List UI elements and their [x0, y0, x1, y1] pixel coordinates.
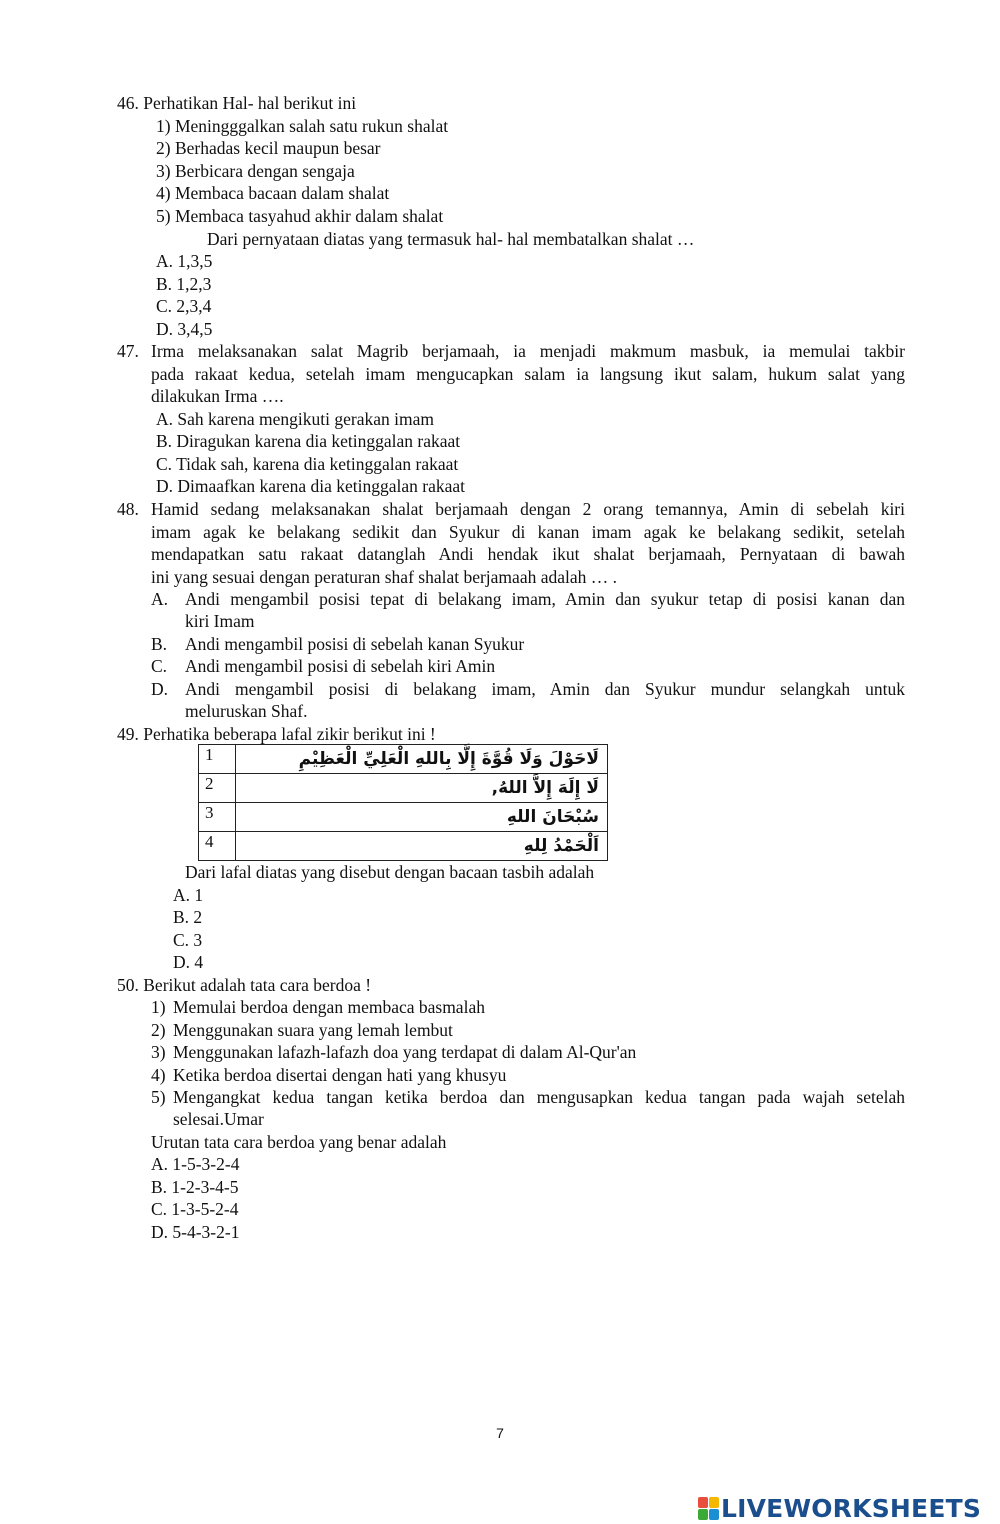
- table-row: [199, 774, 608, 803]
- q50-option-c[interactable]: C. 1-3-5-2-4: [151, 1199, 239, 1219]
- q50-item-2-number: 2): [151, 1020, 166, 1040]
- q46-stem: 46. Perhatikan Hal- hal berikut ini: [117, 93, 357, 113]
- q50-item-5-number: 5): [151, 1087, 166, 1107]
- q46-option-d[interactable]: D. 3,4,5: [156, 319, 213, 339]
- q50-option-b[interactable]: B. 1-2-3-4-5: [151, 1177, 239, 1197]
- q50-prompt: Urutan tata cara berdoa yang benar adalah: [151, 1132, 447, 1152]
- zikir-number: 1: [199, 745, 236, 774]
- q48-line-2: imam agak ke belakang sedikit dan Syukur di kanan imam agak ke belakang sedikit, setelah: [151, 522, 905, 542]
- q49-prompt: Dari lafal diatas yang disebut dengan bacaan tasbih adalah: [185, 862, 595, 882]
- zikir-number: 3: [199, 803, 236, 832]
- q47-option-a[interactable]: A. Sah karena mengikuti gerakan imam: [156, 409, 434, 429]
- q50-item-2-text: Menggunakan suara yang lemah lembut: [173, 1020, 453, 1040]
- q49-option-b[interactable]: B. 2: [173, 907, 203, 927]
- q46-option-c[interactable]: C. 2,3,4: [156, 296, 212, 316]
- q47-line-1: Irma melaksanakan salat Magrib berjamaah, ia menjadi makmum masbuk, ia memulai takbir: [151, 341, 905, 361]
- q50-item-4-text: Ketika berdoa disertai dengan hati yang khusyu: [173, 1065, 507, 1085]
- q47-line-3: dilakukan Irma ….: [151, 386, 284, 406]
- page-number: 7: [496, 1425, 504, 1441]
- live-logo-icon: [698, 1497, 718, 1519]
- q49-option-d[interactable]: D. 4: [173, 952, 204, 972]
- q46-item-2: 2) Berhadas kecil maupun besar: [156, 138, 381, 158]
- q46-item-5: 5) Membaca tasyahud akhir dalam shalat: [156, 206, 444, 226]
- q50-item-1-number: 1): [151, 997, 166, 1017]
- q50-option-d[interactable]: D. 5-4-3-2-1: [151, 1222, 240, 1242]
- q48-option-d-line-2[interactable]: meluruskan Shaf.: [185, 701, 308, 721]
- table-row: [199, 803, 608, 832]
- q49-option-c[interactable]: C. 3: [173, 930, 203, 950]
- q48-option-d-letter[interactable]: D.: [151, 679, 169, 699]
- q50-item-1-text: Memulai berdoa dengan membaca basmalah: [173, 997, 485, 1017]
- q48-line-1: Hamid sedang melaksanakan shalat berjamaah dengan 2 orang temannya, Amin di sebelah kiri: [151, 499, 905, 519]
- q47-number: 47.: [117, 341, 139, 361]
- q50-item-4-number: 4): [151, 1065, 166, 1085]
- zikir-arabic: لَاحَوْلَ وَلَا قُوَّةَ إِلَّا بِاللهِ الْعَلِيِّ الْعَظِيْمِ: [236, 745, 608, 774]
- q48-option-a-line-2[interactable]: kiri Imam: [185, 611, 255, 631]
- q50-item-3-text: Menggunakan lafazh-lafazh doa yang terdapat di dalam Al-Qur'an: [173, 1042, 637, 1062]
- q48-line-3: mendapatkan satu rakaat datanglah Andi hendak ikut shalat berjamaah, Pernyataan di bawah: [151, 544, 905, 564]
- q46-option-a[interactable]: A. 1,3,5: [156, 251, 213, 271]
- zikir-number: 4: [199, 832, 236, 861]
- q49-stem: 49. Perhatika beberapa lafal zikir berikut ini !: [117, 724, 436, 744]
- zikir-number: 2: [199, 774, 236, 803]
- q47-option-c[interactable]: C. Tidak sah, karena dia ketinggalan rakaat: [156, 454, 459, 474]
- q46-item-3: 3) Berbicara dengan sengaja: [156, 161, 355, 181]
- q48-number: 48.: [117, 499, 139, 519]
- q46-option-b[interactable]: B. 1,2,3: [156, 274, 212, 294]
- q48-option-d-line-1[interactable]: Andi mengambil posisi di belakang imam, Amin dan Syukur mundur selangkah untuk: [185, 679, 905, 699]
- q46-prompt: Dari pernyataan diatas yang termasuk hal- hal membatalkan shalat …: [207, 229, 695, 249]
- q48-line-4: ini yang sesuai dengan peraturan shaf shalat berjamaah adalah … .: [151, 567, 617, 587]
- q46-item-1: 1) Meningggalkan salah satu rukun shalat: [156, 116, 449, 136]
- q50-item-5-line-1: Mengangkat kedua tangan ketika berdoa dan mengusapkan kedua tangan pada wajah setelah: [173, 1087, 905, 1107]
- zikir-arabic: لَا إِلَهَ إِلاَّ اللهُ,: [236, 774, 608, 803]
- liveworksheets-logo[interactable]: [698, 1494, 981, 1522]
- q50-item-5-line-2: selesai.Umar: [173, 1109, 264, 1129]
- q50-item-3-number: 3): [151, 1042, 166, 1062]
- q50-option-a[interactable]: A. 1-5-3-2-4: [151, 1154, 240, 1174]
- q46-item-4: 4) Membaca bacaan dalam shalat: [156, 183, 390, 203]
- q47-option-d[interactable]: D. Dimaafkan karena dia ketinggalan rakaat: [156, 476, 466, 496]
- brand-name: LIVEWORKSHEETS: [721, 1493, 982, 1523]
- q49-option-a[interactable]: A. 1: [173, 885, 204, 905]
- q48-option-c-letter[interactable]: C.: [151, 656, 168, 676]
- q48-option-a-line-1[interactable]: Andi mengambil posisi tepat di belakang imam, Amin dan syukur tetap di posisi kanan dan: [185, 589, 905, 609]
- q48-option-c-text[interactable]: Andi mengambil posisi di sebelah kiri Amin: [185, 656, 496, 676]
- zikir-table: [198, 744, 608, 861]
- zikir-arabic: اَلْحَمْدُ لِلهِ: [236, 832, 608, 861]
- q47-line-2: pada rakaat kedua, setelah imam mengucapkan salam ia langsung ikut salam, hukum salat yang: [151, 364, 905, 384]
- table-row: [199, 745, 608, 774]
- q48-option-a-letter[interactable]: A.: [151, 589, 169, 609]
- q48-option-b-letter[interactable]: B.: [151, 634, 168, 654]
- table-row: [199, 832, 608, 861]
- q47-option-b[interactable]: B. Diragukan karena dia ketinggalan rakaat: [156, 431, 461, 451]
- q48-option-b-text[interactable]: Andi mengambil posisi di sebelah kanan Syukur: [185, 634, 525, 654]
- q50-stem: 50. Berikut adalah tata cara berdoa !: [117, 975, 372, 995]
- zikir-arabic: سُبْحَانَ اللهِ: [236, 803, 608, 832]
